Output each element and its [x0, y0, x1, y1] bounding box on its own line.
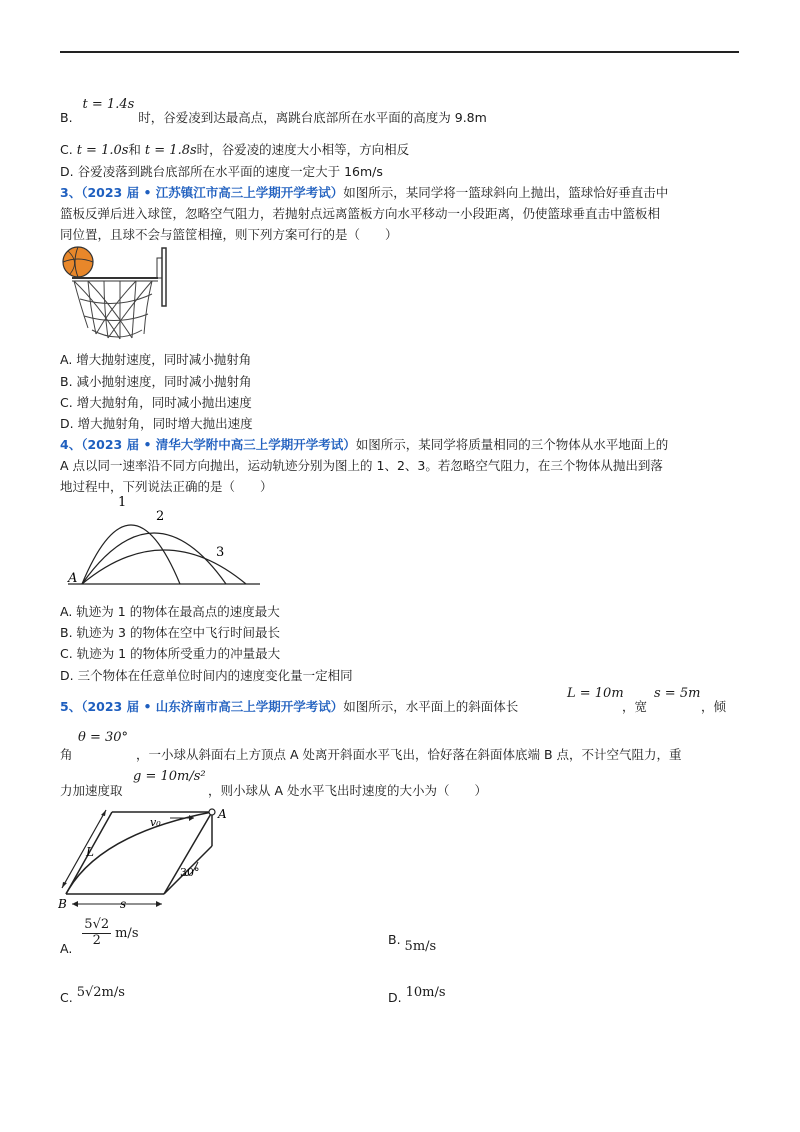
math-angle: θ = 30° [78, 730, 129, 745]
header-rule [60, 51, 739, 53]
option-text: 增大抛射速度，同时减小抛射角 [76, 352, 252, 367]
basketball-hoop-figure [58, 244, 188, 344]
angle-label: 30° [180, 866, 200, 879]
question-number: 4、 [60, 437, 82, 452]
option-text: 增大抛射角，同时增大抛出速度 [77, 416, 253, 431]
question-number: 5、 [60, 699, 82, 714]
connector-text: 和 [128, 142, 141, 157]
stem-text: 角 [60, 747, 73, 762]
option-letter: C. [60, 990, 73, 1005]
option-letter: D. [60, 164, 74, 179]
math-time-1: t = 1.0s [76, 143, 129, 158]
velocity-label: v₀ [150, 816, 161, 829]
math-gravity: g = 10m/s² [133, 769, 206, 784]
option-letter: B. [60, 374, 73, 389]
q5-option-c [60, 984, 125, 1005]
stem-text: ，一小球从斜面右上方顶点 A 处离开斜面水平飞出，恰好落在斜面体底端 B 点，不计空气阻力，重 [136, 747, 682, 762]
length-label: L [86, 845, 94, 859]
option-value: 10m/s [405, 985, 446, 1000]
q5-option-a [60, 917, 139, 956]
q4-option-c [60, 644, 280, 662]
option-text: 谷爱凌落到跳台底部所在水平面的速度一定大于 16m/s [77, 164, 383, 179]
question-number: 3、 [60, 185, 82, 200]
option-value: 5m/s [404, 939, 437, 954]
math-time-2: t = 1.8s [144, 143, 197, 158]
incline-figure [58, 804, 238, 912]
option-text: 轨迹为 1 的物体所受重力的冲量最大 [76, 646, 281, 661]
option-text: 增大抛射角，同时减小抛出速度 [76, 395, 252, 410]
option-text: 时，谷爱凌到达最高点，离跳台底部所在水平面的高度为 9.8m [138, 110, 487, 125]
q4-stem-line1 [60, 435, 668, 453]
point-label-a: A [218, 807, 227, 821]
fraction-denominator: 2 [92, 932, 101, 948]
question-source: （2023 届 • 山东济南市高三上学期开学考试） [81, 699, 344, 714]
q5-stem-line1 [60, 697, 518, 715]
math-width: s = 5m [654, 686, 701, 701]
question-source: （2023 届 • 江苏镇江市高三上学期开学考试） [81, 185, 344, 200]
option-text: 轨迹为 1 的物体在最高点的速度最大 [76, 604, 280, 619]
point-label-b: B [58, 897, 67, 911]
math-time: t = 1.4s [82, 97, 135, 112]
curve-label-2: 2 [156, 509, 165, 524]
q2-option-b [60, 94, 487, 125]
stem-text: ，宽 [622, 699, 648, 714]
option-text: 三个物体在任意单位时间内的速度变化量一定相同 [77, 668, 353, 683]
q2-option-d [60, 162, 383, 180]
q4-stem-line3: 地过程中，下列说法正确的是（ ） [60, 479, 273, 494]
option-letter: B. [60, 110, 73, 125]
question-source: （2023 届 • 清华大学附中高三上学期开学考试） [81, 437, 356, 452]
q4-option-a [60, 602, 280, 620]
stem-text: 如图所示，某同学将一篮球斜向上抛出，篮球恰好垂直击中 [343, 185, 669, 200]
q3-option-a [60, 350, 251, 368]
option-letter: D. [60, 668, 74, 683]
option-letter: B. [60, 625, 73, 640]
q4-option-d [60, 666, 353, 684]
q4-option-b [60, 623, 280, 641]
option-letter: C. [60, 646, 73, 661]
option-letter: A. [60, 604, 73, 619]
trajectory-figure [60, 494, 265, 592]
stem-text: 如图所示，水平面上的斜面体长 [343, 699, 519, 714]
stem-text: 如图所示，某同学将质量相同的三个物体从水平地面上的 [355, 437, 669, 452]
option-text: 轨迹为 3 的物体在空中飞行时间最长 [76, 625, 280, 640]
q3-option-b [60, 372, 252, 390]
option-letter: D. [388, 990, 402, 1005]
math-length: L = 10m [567, 686, 624, 701]
option-letter: D. [60, 416, 74, 431]
option-text: 时，谷爱凌的速度大小相等，方向相反 [196, 142, 410, 157]
stem-text: ，则小球从 A 处水平飞出时速度的大小为（ ） [208, 783, 487, 798]
option-letter: B. [388, 932, 401, 947]
option-value: 5√2m/s [76, 985, 125, 1000]
q3-stem-line2: 篮板反弹后进入球筐，忽略空气阻力，若抛射点远离篮板方向水平移动一小段距离，仍使篮球垂直击中篮板相 [60, 206, 661, 221]
q5-option-d [388, 984, 446, 1005]
point-label-a: A [68, 571, 78, 586]
q3-stem-line3: 同位置，且球不会与篮筐相撞，则下列方案可行的是（ ） [60, 227, 398, 242]
q3-option-c [60, 393, 252, 411]
width-label: s [120, 897, 127, 911]
stem-text: 力加速度取 [60, 783, 123, 798]
unit-text: m/s [115, 925, 139, 941]
q4-stem-line2: A 点以同一速率沿不同方向抛出，运动轨迹分别为图上的 1、2、3。若忽略空气阻力，在三个物体从抛出到落 [60, 458, 663, 473]
q2-option-c [60, 140, 409, 158]
option-letter: C. [60, 142, 73, 157]
option-letter: C. [60, 395, 73, 410]
fraction [82, 918, 111, 949]
fraction-numerator: 5√2 [84, 917, 110, 932]
option-text: 减小抛射速度，同时减小抛射角 [76, 374, 252, 389]
q3-option-d [60, 414, 253, 432]
option-letter: A. [60, 940, 73, 956]
stem-text: ，倾 [701, 699, 727, 714]
curve-label-1: 1 [118, 495, 127, 510]
option-letter: A. [60, 352, 73, 367]
q3-stem-line1 [60, 183, 668, 201]
curve-label-3: 3 [216, 545, 225, 560]
q5-option-b [388, 932, 437, 954]
basketball-icon [63, 247, 93, 277]
